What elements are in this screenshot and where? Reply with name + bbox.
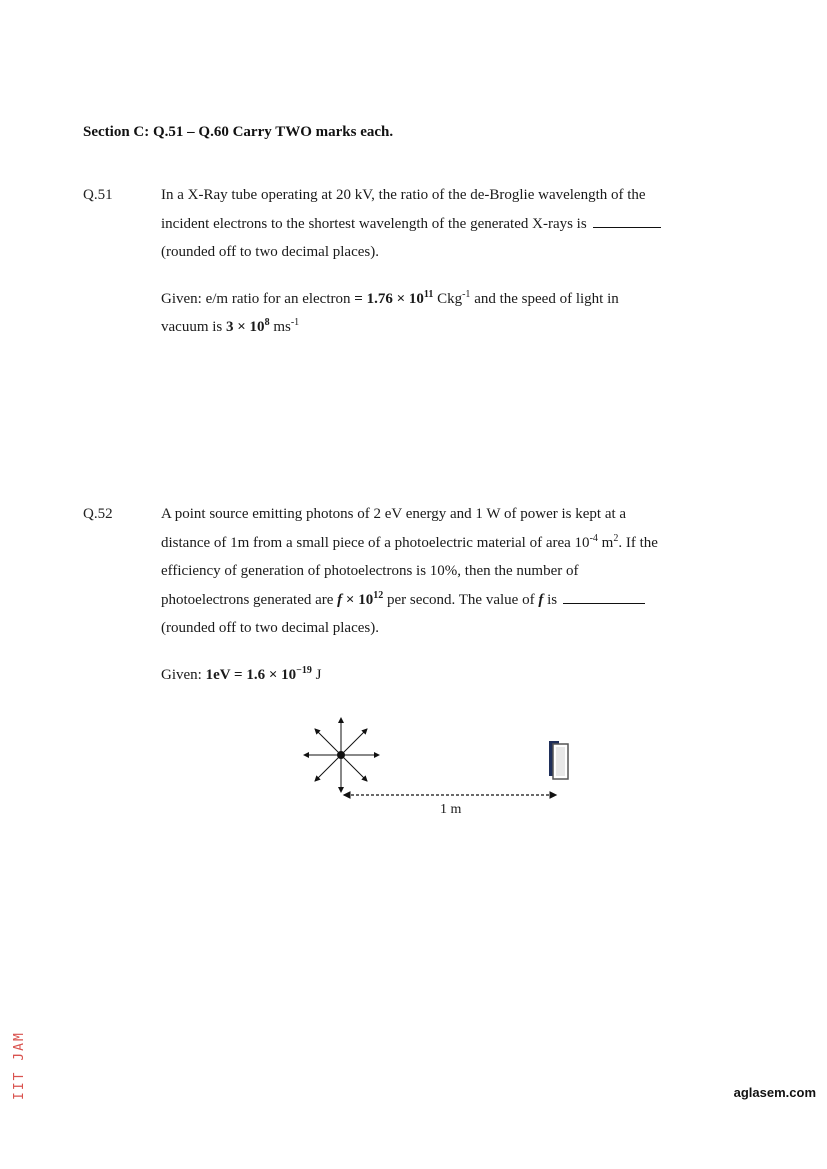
section-title: Section C: Q.51 – Q.60 Carry TWO marks each. bbox=[83, 124, 394, 140]
q52-line1: A point source emitting photons of 2 eV energy and 1 W of power is kept at a bbox=[161, 506, 627, 522]
side-watermark: IIT JAM bbox=[12, 1031, 27, 1100]
q51-line2: incident electrons to the shortest wavelength of the generated X-rays is bbox=[161, 210, 710, 239]
question-number-52: Q.52 bbox=[83, 506, 113, 522]
photoelectric-plate-icon bbox=[549, 741, 568, 779]
answer-blank-52 bbox=[563, 588, 645, 604]
q52-line5: (rounded off to two decimal places). bbox=[161, 620, 379, 636]
question-51-text bbox=[161, 181, 710, 342]
brand-footer: aglasem.com bbox=[733, 1085, 816, 1100]
q52-line3: efficiency of generation of photoelectrons is 10%, then the number of bbox=[161, 563, 579, 579]
q51-given-line: Given: e/m ratio for an electron = $1.76 \times 10^{11}$ Ckg$^{-1}$ and the speed of light in bbox=[161, 288, 619, 307]
distance-label: 1 m bbox=[440, 802, 462, 817]
point-source-icon bbox=[304, 718, 379, 792]
q51-line3: (rounded off to two decimal places). bbox=[161, 244, 379, 260]
q52-line4: photoelectrons generated are $f \times 10^{12}$ per second. The value of f is bbox=[161, 586, 710, 615]
question-number-51: Q.51 bbox=[83, 187, 113, 203]
question-52-text bbox=[161, 500, 710, 689]
q51-line1: In a X-Ray tube operating at 20 kV, the ratio of the de-Broglie wavelength of the bbox=[161, 187, 646, 203]
q52-figure bbox=[290, 705, 590, 830]
answer-blank-51 bbox=[593, 212, 661, 228]
q51-vacuum-line: vacuum is $3 \times 10^8$ $ms^{-1}$ bbox=[161, 317, 300, 335]
q52-given-line: Given: $1eV = 1.6 \times 10^{-19}$ J bbox=[161, 664, 322, 683]
q52-line2: distance of 1m from a small piece of a photoelectric material of area $10^{-4}$ $m^2$. If the bbox=[161, 532, 658, 551]
